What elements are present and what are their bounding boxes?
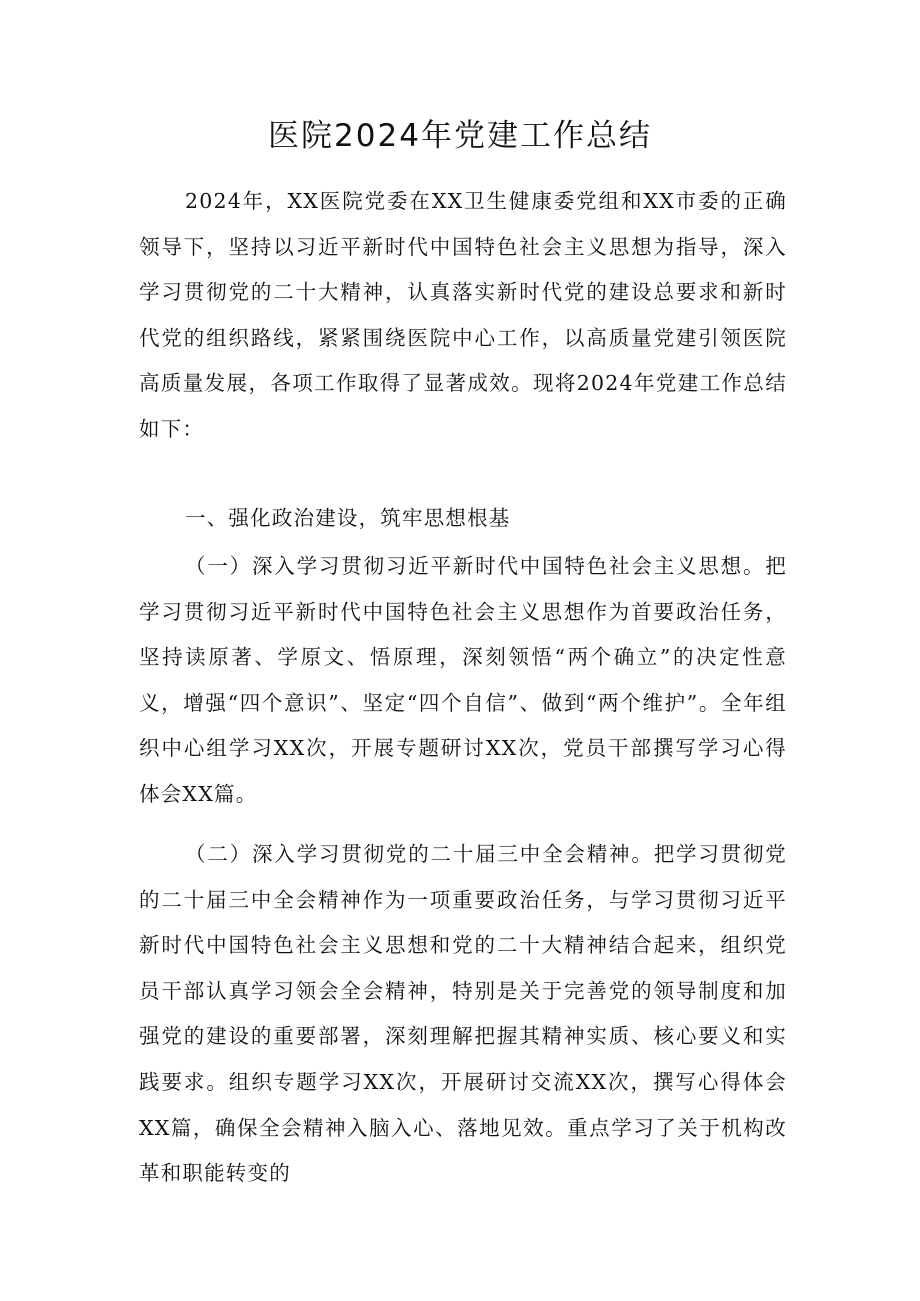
section-item-2: （二）深入学习贯彻党的二十届三中全会精神。把学习贯彻党的二十届三中全会精神作为一项重要政治任务，与学习贯彻习近平新时代中国特色社会主义思想和党的二十大精神结合起来，组织党员干部认真学习领会全会精神，特别是关于完善党的领导制度和加强党的建设的重要部署，深刻理解把握其精神实质、核心要义和实践要求。组织专题学习XX次，开展研讨交流XX次，撰写心得体会XX篇，确保全会精神入脑入心、落地见效。重点学习了关于机构改革和职能转变的 <box>139 842 787 1186</box>
section-heading: 一、强化政治建设，筑牢思想根基 <box>185 506 511 530</box>
section-item-1: （一）深入学习贯彻习近平新时代中国特色社会主义思想。把学习贯彻习近平新时代中国特色社会主义思想作为首要政治任务，坚持读原著、学原文、悟原理，深刻领悟“两个确立”的决定性意义，增强“四个意识”、坚定“四个自信”、做到“两个维护”。全年组织中心组学习XX次，开展专题研讨XX次，党员干部撰写学习心得体会XX篇。 <box>139 554 787 806</box>
document-title: 医院2024年党建工作总结 <box>268 118 652 154</box>
intro-paragraph: 2024年，XX医院党委在XX卫生健康委党组和XX市委的正确领导下，坚持以习近平新时代中国特色社会主义思想为指导，深入学习贯彻党的二十大精神，认真落实新时代党的建设总要求和新时代党的组织路线，紧紧围绕医院中心工作，以高质量党建引领医院高质量发展，各项工作取得了显著成效。现将2024年党建工作总结如下： <box>139 189 787 441</box>
